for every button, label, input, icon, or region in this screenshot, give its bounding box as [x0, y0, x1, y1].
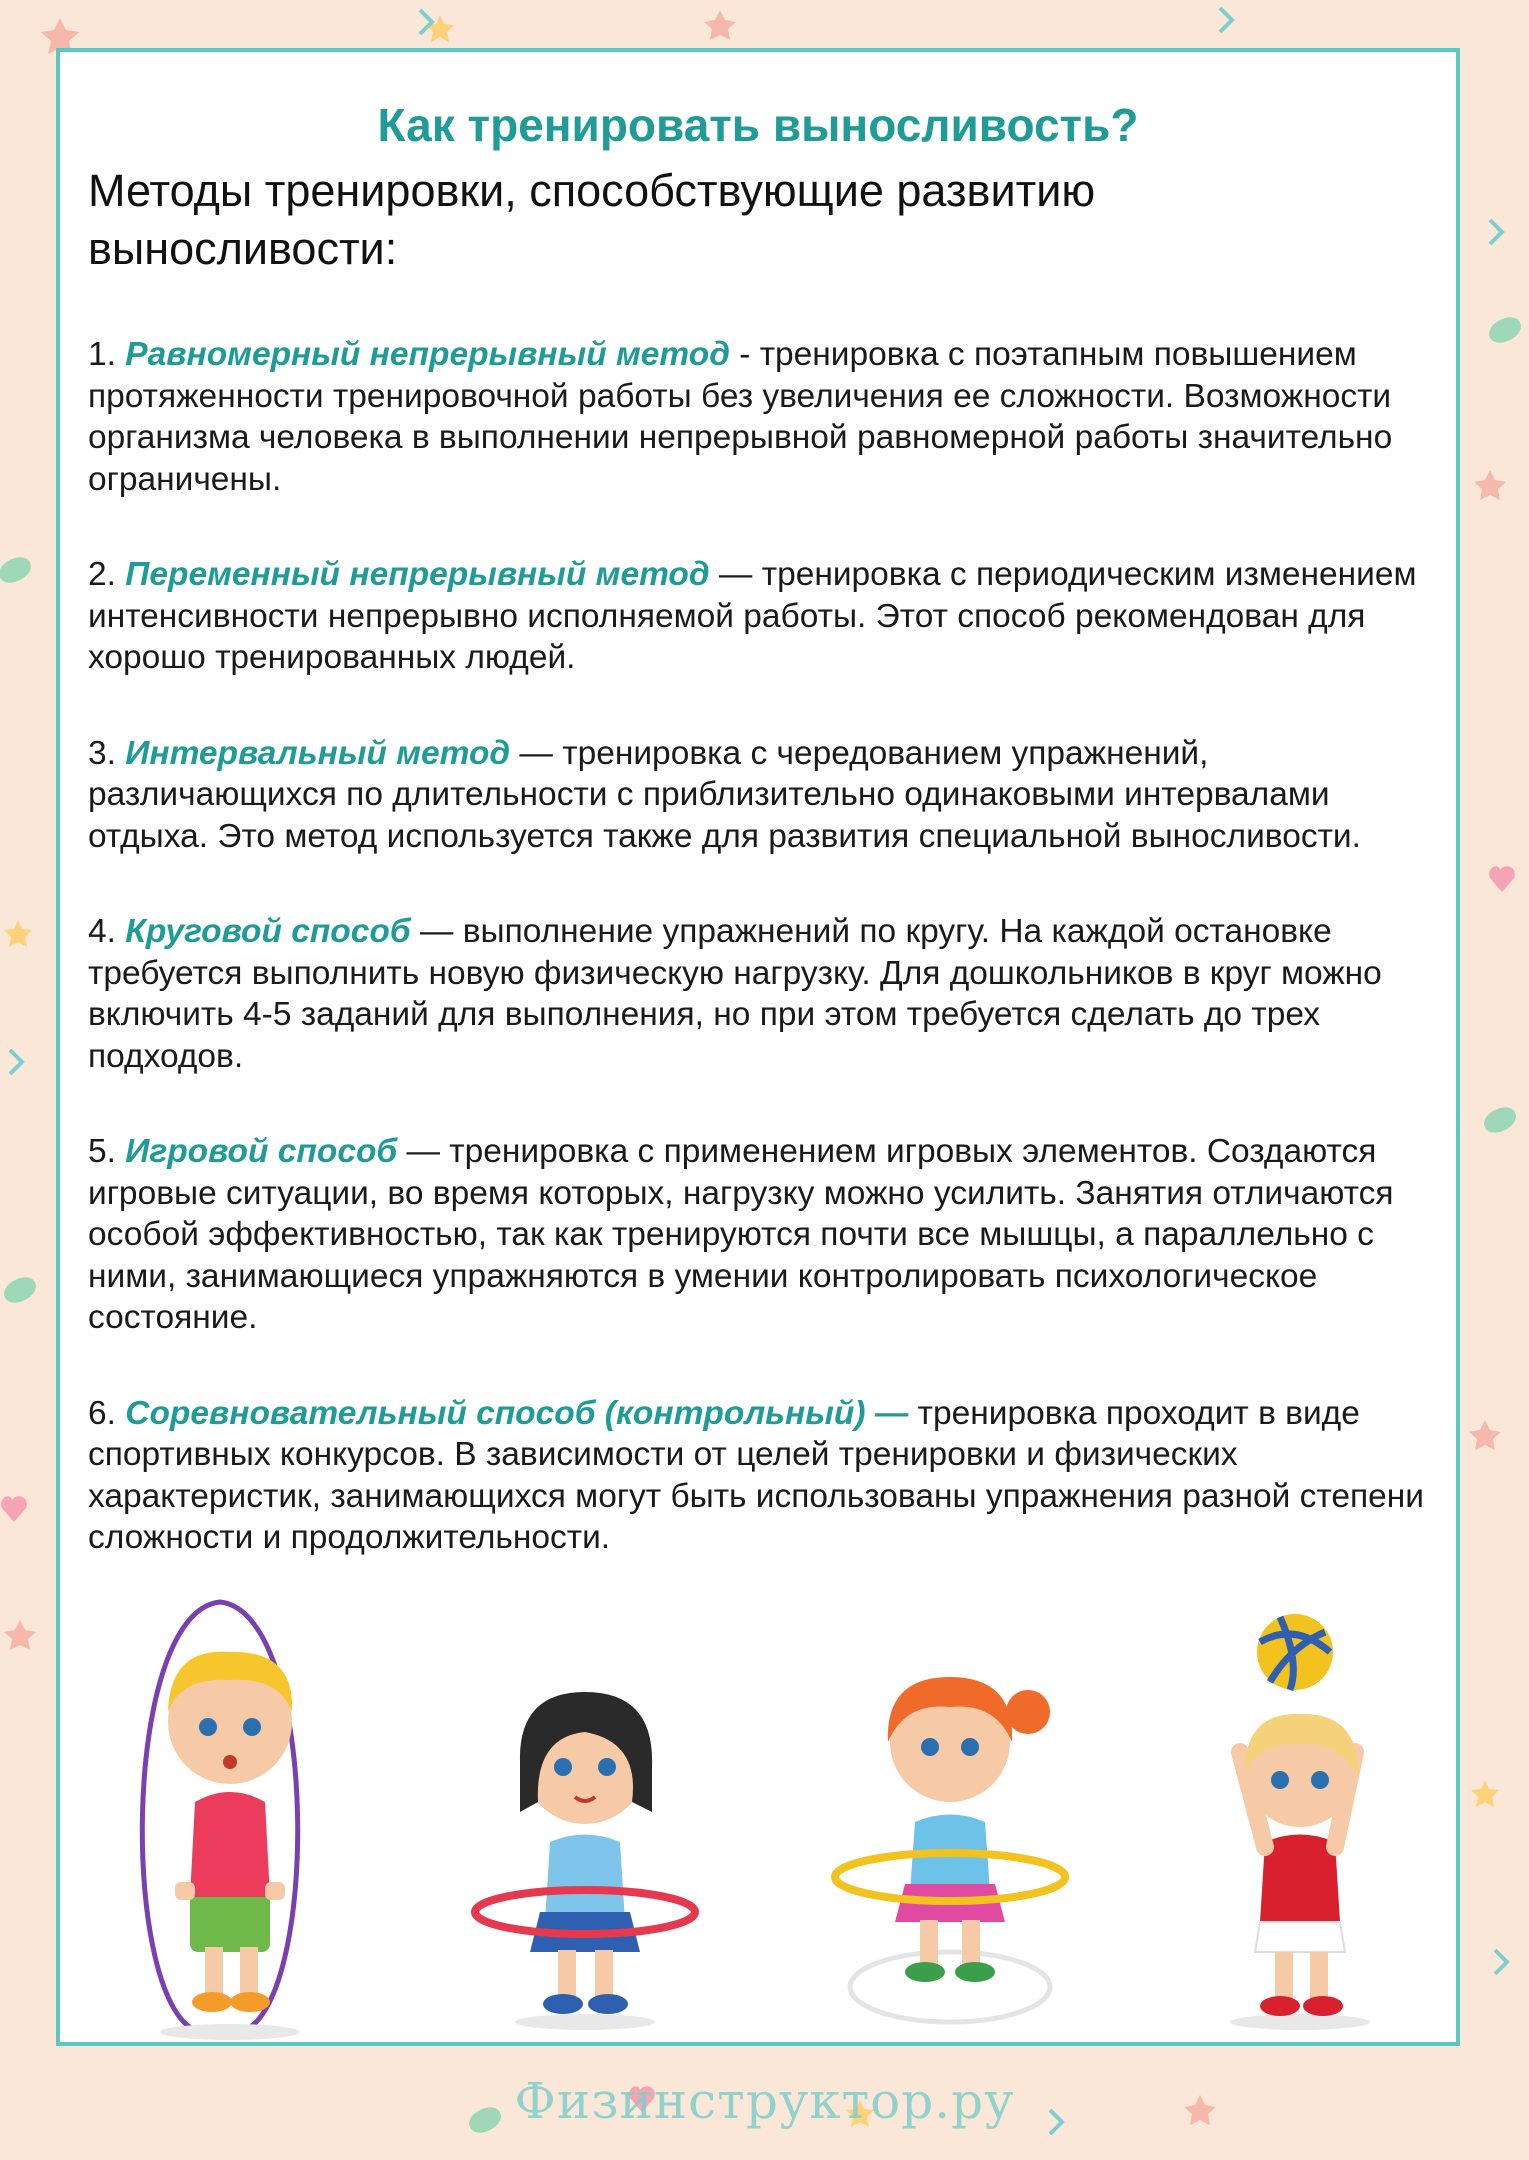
method-description: — тренировка с чередованием упражнений, различающихся по длительности с приблизительно одинаковыми интервалами отдыха. Это метод используется также для развития специальной выносливости. [88, 734, 1361, 855]
method-name: Равномерный непрерывный метод [125, 336, 730, 373]
illustrations [80, 1592, 1440, 2042]
girl-hula-hoop-illustration [475, 1692, 695, 2030]
method-name: Круговой способ [125, 913, 411, 950]
method-name: Интервальный метод [125, 734, 511, 772]
page-subtitle: Методы тренировки, способствующие развитию выносливости: [88, 165, 1096, 274]
method-number: 3. [88, 734, 126, 772]
method-item [88, 554, 1438, 679]
method-item [88, 1131, 1438, 1339]
method-name: Соревновательный способ (контрольный) — [125, 1394, 909, 1432]
method-item [88, 1393, 1438, 1559]
method-number: 6. [88, 1394, 126, 1432]
content-card [56, 48, 1460, 2046]
site-watermark: Физинструктор.ру [514, 2072, 1015, 2130]
method-name: Переменный непрерывный метод [125, 556, 710, 593]
method-description: - тренировка с поэтапным повышением протяженности тренировочной работы без увеличения ее сложности. Возможности организма человека в выполнении непрерывной равномерной работы значительно ограничены. [88, 336, 1393, 498]
method-description: — тренировка с периодическим изменением интенсивности непрерывно исполняемой работы. Этот способ рекомендован для хорошо тренированных людей. [88, 556, 1417, 676]
girl-volleyball-illustration [1230, 1614, 1370, 2030]
method-description: тренировка проходит в виде спортивных конкурсов. В зависимости от целей тренировки и физических характеристик, занимающихся могут быть использованы упражнения разной степени сложности и продолжительности. [88, 1394, 1424, 1556]
method-number: 1. [88, 336, 126, 373]
method-item [88, 733, 1438, 858]
page-title: Как тренировать выносливость? [377, 99, 1139, 151]
method-item [88, 334, 1438, 500]
method-number: 2. [88, 556, 126, 593]
method-description: — тренировка с применением игровых элементов. Создаются игровые ситуации, во время которых, нагрузку можно усилить. Занятия отличаются особой эффективностью, так как тренируются почти все мышцы, а параллельно с ними, занимающиеся упражняются в умении контролировать психологическое состояние. [88, 1133, 1394, 1336]
method-number: 4. [88, 913, 126, 950]
methods-list [88, 334, 1438, 1613]
method-number: 5. [88, 1133, 126, 1170]
boy-jump-rope-illustration [142, 1602, 300, 2040]
method-item [88, 911, 1438, 1077]
girl-hula-hoop-2-illustration [835, 1677, 1065, 2022]
method-description: — выполнение упражнений по кругу. На каждой остановке требуется выполнить новую физическую нагрузку. Для дошкольников в круг можно включить 4-5 заданий для выполнения, но при этом требуется сделать до трех подходов. [88, 913, 1382, 1075]
method-name: Игровой способ [125, 1133, 398, 1170]
